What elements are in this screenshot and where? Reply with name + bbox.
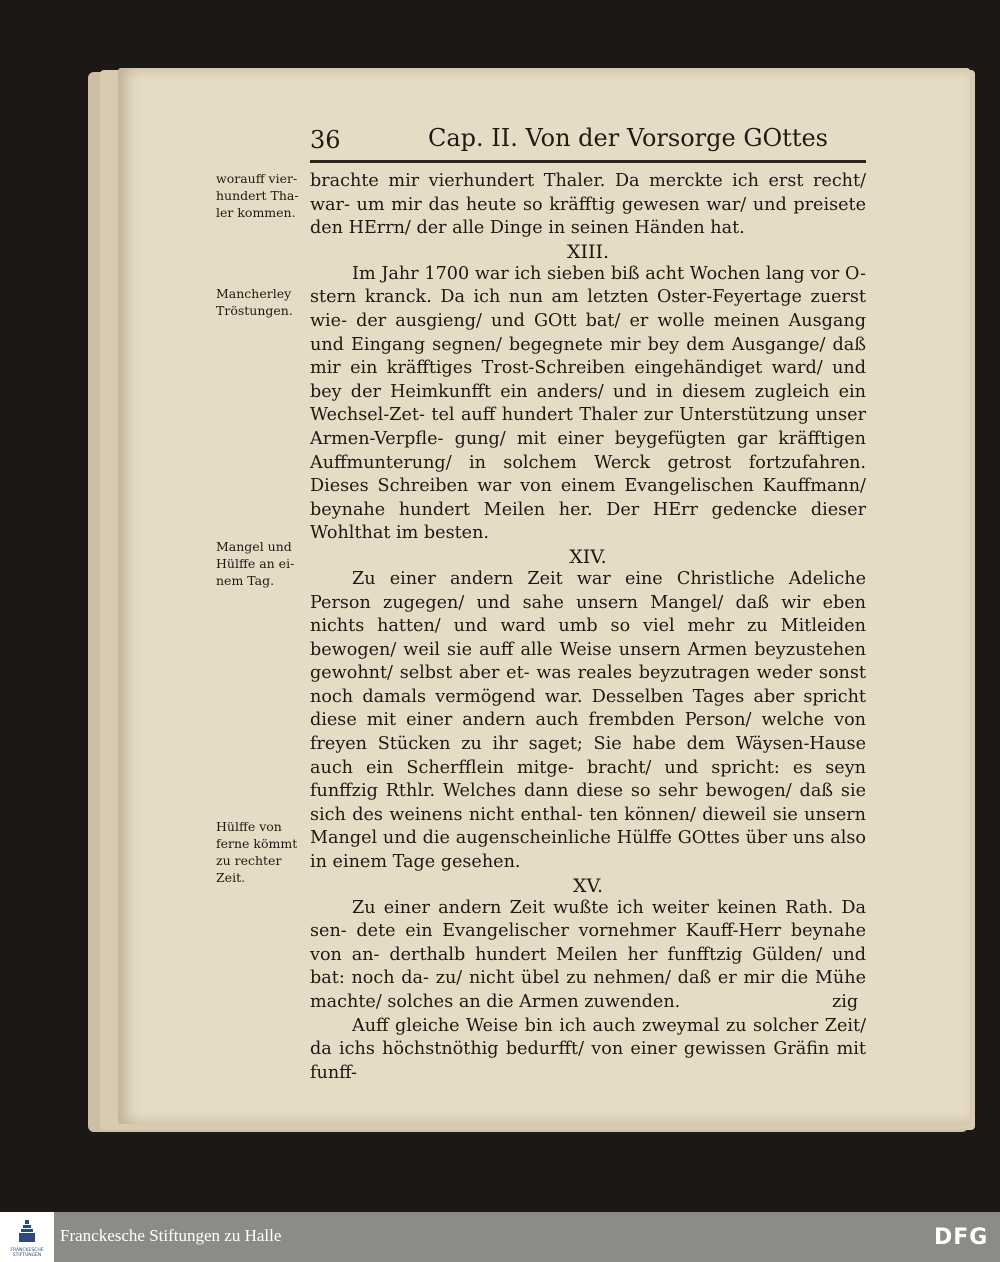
institution-logo[interactable] [0, 1212, 54, 1262]
margin-note-2: Mancherley Tröstungen. [216, 286, 293, 318]
paragraph-xiii: Im Jahr 1700 war ich sieben biß acht Wochen lang vor O- stern kranck. Da ich nun am letzten Oster-Feyertage zuerst wie- der ausgieng/ und GOtt bat/ er wolle meinen Ausgang und Eingang segnen/ begegnete mir bey dem Ausgange/ daß mir ein kräfftiges Trost-Schreiben eingehändiget ward/ und bey der Heimkunfft ein anders/ und in diesem zugleich ein Wechsel-Zet- tel auff hundert Thaler zur Unterstützung unser Armen-Verpfle- gung/ mit einer beygefügten gar kräfftigen Auffmunterung/ in solchem Werck getrost fortzufahren. Dieses Schreiben war von einem Evangelischen Kauffmann/ beynahe hundert Meilen her. Der HErr gedencke dieser Wohlthat im besten. [310, 263, 866, 544]
institution-logo-icon [19, 1220, 35, 1242]
institution-name[interactable]: Franckesche Stiftungen zu Halle [60, 1226, 282, 1245]
section-number-xiv: XIV. [569, 545, 607, 568]
logo-text: FRANCKESCHE STIFTUNGEN [10, 1248, 44, 1258]
body-text [310, 170, 866, 1085]
dfg-logo[interactable]: DFG [934, 1225, 989, 1250]
viewer-footer [0, 1212, 1000, 1262]
section-number-xv: XV. [573, 874, 603, 897]
margin-note-1: worauff vier- hundert Tha- ler kommen. [216, 171, 299, 220]
catchword: zig [832, 992, 859, 1012]
paragraph-xv-1: Zu einer andern Zeit wußte ich weiter keinen Rath. Da sen- dete ein Evangelischer vornehmer Kauff-Herr beynahe von an- derthalb hundert Meilen her funfftzig Gülden/ und bat: noch da- zu/ nicht übel zu nehmen/ daß er mir die Mühe machte/ solches an die Armen zuwenden. [310, 897, 866, 1012]
paragraph-xiv: Zu einer andern Zeit war eine Christliche Adeliche Person zugegen/ und sahe unsern Mangel/ daß wir eben nichts hatten/ und ward umb so viel mehr zu Mitleiden bewogen/ weil sie auff alle Weise unsern Armen beyzustehen gewohnt/ selbst aber et- was reales beyzutragen weder sonst noch damals vermögend war. Desselben Tages aber spricht diese mit einer andern auch frembden Person/ welche von freyen Stücken zu ihr saget; Sie habe dem Wäysen-Hause auch ein Scherfflein mitge- bracht/ und spricht: es seyn funffzig Rthlr. Welches dann diese so sehr bewogen/ daß sie sich des weinens nicht enthal- ten können/ dieweil sie unsern Mangel und die augenscheinliche Hülffe GOttes über uns also in einem Tage gesehen. [310, 568, 866, 873]
paragraph-continuation: brachte mir vierhundert Thaler. Da merckte ich erst recht/ war- um mir das heute so kräfftig gewesen war/ und preisete den HErrn/ der alle Dinge in seinen Händen hat. [310, 171, 866, 239]
margin-note-3: Mangel und Hülffe an ei- nem Tag. [216, 539, 295, 588]
section-number-xiii: XIII. [566, 240, 610, 263]
running-header [310, 122, 870, 162]
margin-note-4: Hülffe von ferne kömmt zu rechter Zeit. [216, 819, 298, 885]
paragraph-xv-2: Auff gleiche Weise bin ich auch zweymal zu solcher Zeit/ da ichs höchstnöthig bedurfft/ von einer gewissen Gräfin mit funff- [310, 1015, 866, 1083]
page-number: 36 [310, 126, 341, 154]
running-title: Cap. II. Von der Vorsorge GOttes [428, 124, 828, 152]
header-rule [310, 160, 866, 163]
